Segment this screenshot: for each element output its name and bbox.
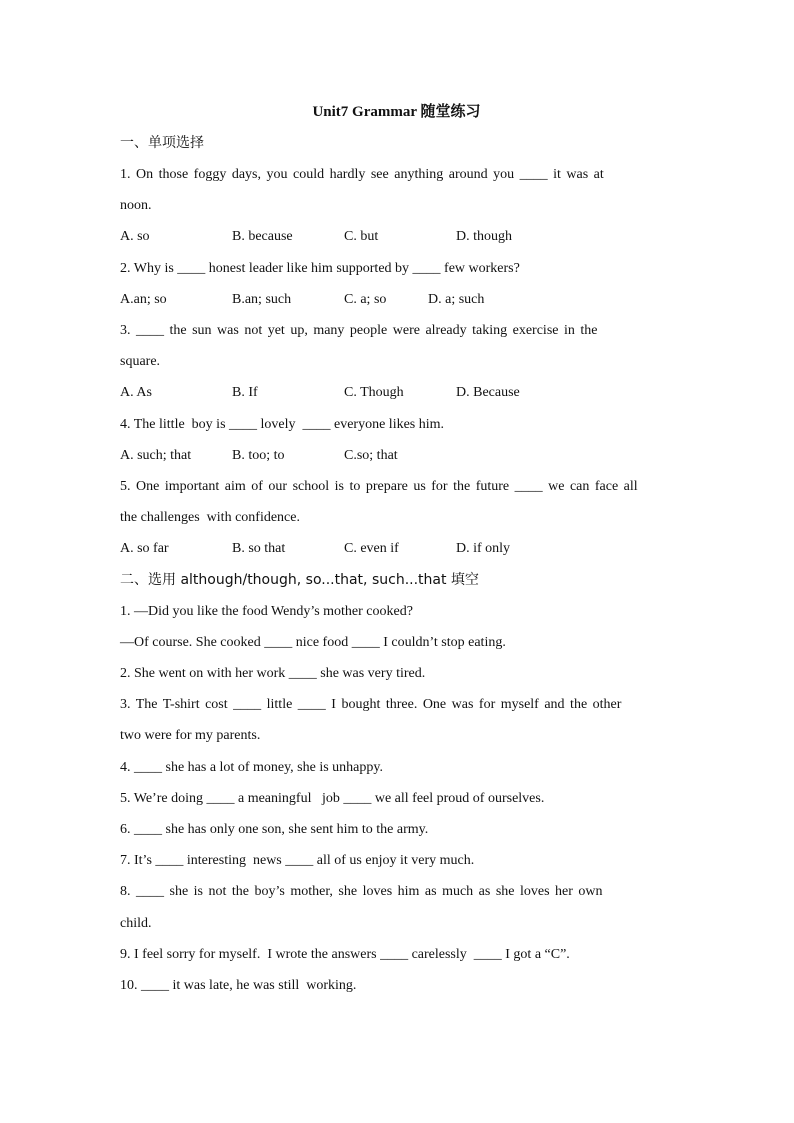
fill-in-line: 7. It’s ____ interesting news ____ all of us enjoy it very much. (120, 853, 475, 869)
answer-options (120, 284, 673, 315)
fill-in-line: child. (120, 915, 152, 931)
answer-options (120, 440, 673, 471)
option-c: C. a; so (344, 291, 387, 307)
option-b: B. too; to (232, 447, 285, 463)
option-a: A. so far (120, 541, 169, 557)
option-a: A. so (120, 229, 150, 245)
fill-in-line: 10. ____ it was late, he was still working. (120, 978, 357, 994)
question-stem-continuation: the challenges with confidence. (120, 510, 300, 526)
fill-in-line: 1. —Did you like the food Wendy’s mother cooked? (120, 603, 413, 619)
section-heading-fill-in: 二、选用 although/though, so...that, such...that 填空 (120, 571, 479, 588)
option-b: B. If (232, 385, 258, 401)
option-c: C. but (344, 229, 379, 245)
option-b: B. because (232, 229, 293, 245)
worksheet-page (120, 97, 673, 1001)
fill-in-line: 6. ____ she has only one son, she sent him to the army. (120, 822, 429, 838)
page-title: Unit7 Grammar 随堂练习 (312, 104, 481, 120)
option-b: B. so that (232, 541, 286, 557)
fill-in-line: 5. We’re doing ____ a meaningful job ____ we all feel proud of ourselves. (120, 790, 545, 806)
option-d: D. though (456, 229, 512, 245)
fill-in-line: 2. She went on with her work ____ she was very tired. (120, 666, 426, 682)
option-c: C.so; that (344, 447, 398, 463)
question-stem: 1. On those foggy days, you could hardly see anything around you ____ it was at (120, 167, 604, 182)
question-stem: 2. Why is ____ honest leader like him supported by ____ few workers? (120, 260, 520, 276)
option-d: D. if only (456, 541, 511, 557)
option-d: D. a; such (428, 291, 485, 307)
fill-in-line: 8. ____ she is not the boy’s mother, she loves him as much as she loves her own (120, 884, 603, 900)
question-stem: 4. The little boy is ____ lovely ____ everyone likes him. (120, 416, 445, 432)
option-a: A. such; that (120, 447, 192, 463)
question-stem: 5. One important aim of our school is to prepare us for the future ____ we can face all (120, 479, 638, 495)
question-stem: 3. ____ the sun was not yet up, many people were already taking exercise in the (120, 323, 598, 339)
question-stem-continuation: noon. (120, 198, 152, 214)
fill-in-line: two were for my parents. (120, 728, 261, 744)
option-b: B.an; such (232, 291, 292, 307)
fill-in-line: —Of course. She cooked ____ nice food ____ I couldn’t stop eating. (120, 634, 506, 650)
option-c: C. Though (344, 385, 404, 401)
fill-in-line: 9. I feel sorry for myself. I wrote the answers ____ carelessly ____ I got a “C”. (120, 946, 570, 962)
option-a: A.an; so (120, 291, 167, 307)
option-d: D. Because (456, 385, 520, 401)
fill-in-line: 4. ____ she has a lot of money, she is unhappy. (120, 759, 383, 775)
section-heading-multiple-choice: 一、单项选择 (120, 135, 204, 151)
fill-in-line: 3. The T-shirt cost ____ little ____ I bought three. One was for myself and the other (120, 697, 622, 713)
answer-options (120, 533, 673, 564)
answer-options (120, 377, 673, 408)
option-c: C. even if (344, 541, 399, 557)
answer-options (120, 221, 673, 252)
option-a: A. As (120, 385, 152, 401)
question-stem-continuation: square. (120, 354, 161, 370)
